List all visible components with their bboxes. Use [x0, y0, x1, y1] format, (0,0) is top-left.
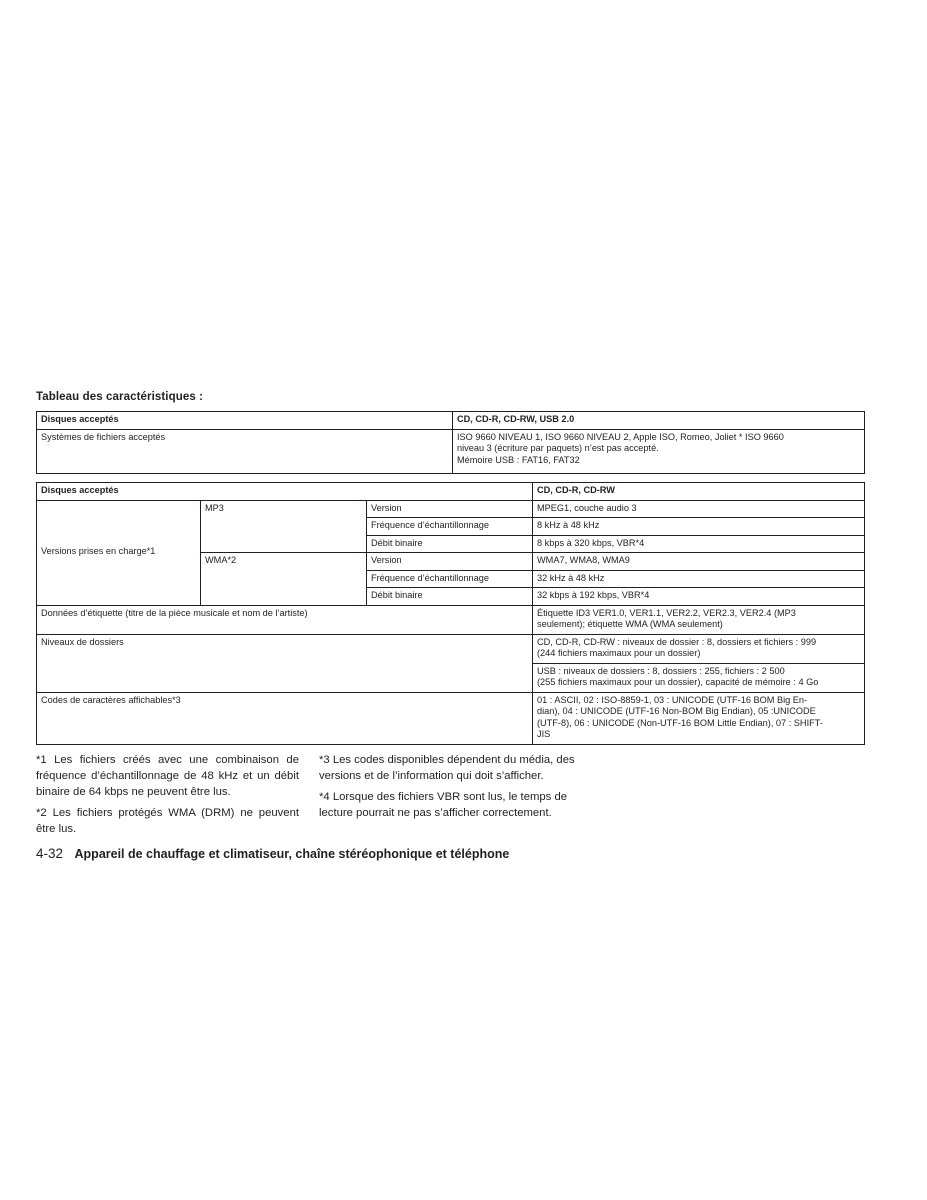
spec-value: MPEG1, couche audio 3 [533, 500, 865, 518]
spec-value: WMA7, WMA8, WMA9 [533, 553, 865, 571]
folders-usb-line: USB : niveaux de dossiers : 8, dossiers : 255, fichiers : 2 500 [537, 665, 785, 676]
folders-usb-line: (255 fichiers maximaux pour un dossier), capacité de mémoire : 4 Go [537, 677, 819, 687]
row-value-line: Mémoire USB : FAT16, FAT32 [457, 454, 580, 465]
table-row [37, 605, 865, 634]
table-row [37, 692, 865, 744]
footnotes-left-column [36, 752, 299, 842]
codes-value [533, 692, 865, 744]
tag-label: Données d’étiquette (titre de la pièce musicale et nom de l’artiste) [37, 605, 533, 634]
folders-cd-line: (244 fichiers maximaux pour un dossier) [537, 648, 701, 658]
header-cell: Disques acceptés [37, 412, 453, 430]
table-header-row [37, 412, 865, 430]
footnote-2: *2 Les fichiers protégés WMA (DRM) ne peuvent être lus. [36, 807, 299, 835]
row-value [453, 429, 865, 473]
folders-usb-value [533, 663, 865, 692]
spec-name: Version [367, 500, 533, 518]
page-footer [36, 846, 509, 861]
footnote-1: *1 Les fichiers créés avec une combinaison de fréquence d’échantillonnage de 48 kHz et un débit binaire de 64 kbps ne peuvent être lus. [36, 754, 299, 798]
tag-value-line: seulement); étiquette WMA (WMA seulement) [537, 619, 723, 629]
spec-name: Débit binaire [367, 588, 533, 606]
footnotes-right-column [319, 752, 581, 826]
folders-cd-value [533, 634, 865, 663]
codes-line: 01 : ASCII, 02 : ISO-8859-1, 03 : UNICODE (UTF-16 BOM Big En- [537, 694, 808, 705]
codes-line: (UTF-8), 06 : UNICODE (Non-UTF-16 BOM Little Endian), 07 : SHIFT- [537, 717, 823, 728]
spec-name: Version [367, 553, 533, 571]
tag-value [533, 605, 865, 634]
codes-label: Codes de caractères affichables*3 [37, 692, 533, 744]
folders-cd-line: CD, CD-R, CD-RW : niveaux de dossier : 8, dossiers et fichiers : 999 [537, 636, 817, 647]
spec-value: 32 kHz à 48 kHz [533, 570, 865, 588]
supported-formats-table [36, 482, 865, 745]
row-label: Systèmes de fichiers acceptés [37, 429, 453, 473]
header-cell: CD, CD-R, CD-RW, USB 2.0 [453, 412, 865, 430]
row-value-line: niveau 3 (écriture par paquets) n’est pas accepté. [457, 443, 659, 453]
table-row [37, 500, 865, 518]
spec-name: Fréquence d’échantillonnage [367, 570, 533, 588]
footnote-4: *4 Lorsque des fichiers VBR sont lus, le temps de lecture pourrait ne pas s’afficher correctement. [319, 791, 568, 819]
tag-value-line: Étiquette ID3 VER1.0, VER1.1, VER2.2, VER2.3, VER2.4 (MP3 [537, 607, 796, 618]
versions-label: Versions prises en charge*1 [37, 500, 201, 605]
header-cell: Disques acceptés [37, 483, 533, 501]
format-label-wma: WMA*2 [201, 553, 367, 606]
header-cell: CD, CD-R, CD-RW [533, 483, 865, 501]
table-row [37, 429, 865, 473]
codes-line: dian), 04 : UNICODE (UTF-16 Non-BOM Big Endian), 05 :UNICODE [537, 706, 816, 716]
table-header-row [37, 483, 865, 501]
accepted-filesystems-table [36, 411, 865, 474]
spec-value: 32 kbps à 192 kbps, VBR*4 [533, 588, 865, 606]
folders-label: Niveaux de dossiers [37, 634, 533, 692]
row-value-line: ISO 9660 NIVEAU 1, ISO 9660 NIVEAU 2, Apple ISO, Romeo, Joliet * ISO 9660 [457, 431, 784, 442]
chapter-title: Appareil de chauffage et climatiseur, chaîne stéréophonique et téléphone [74, 847, 510, 861]
table-row [37, 634, 865, 663]
codes-line: JIS [537, 729, 551, 739]
page-number: 4-32 [36, 846, 64, 861]
format-label-mp3: MP3 [201, 500, 367, 553]
footnote-3: *3 Les codes disponibles dépendent du média, des versions et de l’information qui doit s’afficher. [319, 754, 575, 782]
section-title: Tableau des caractéristiques : [36, 391, 204, 403]
spec-value: 8 kHz à 48 kHz [533, 518, 865, 536]
spec-name: Débit binaire [367, 535, 533, 553]
spec-value: 8 kbps à 320 kbps, VBR*4 [533, 535, 865, 553]
spec-name: Fréquence d’échantillonnage [367, 518, 533, 536]
